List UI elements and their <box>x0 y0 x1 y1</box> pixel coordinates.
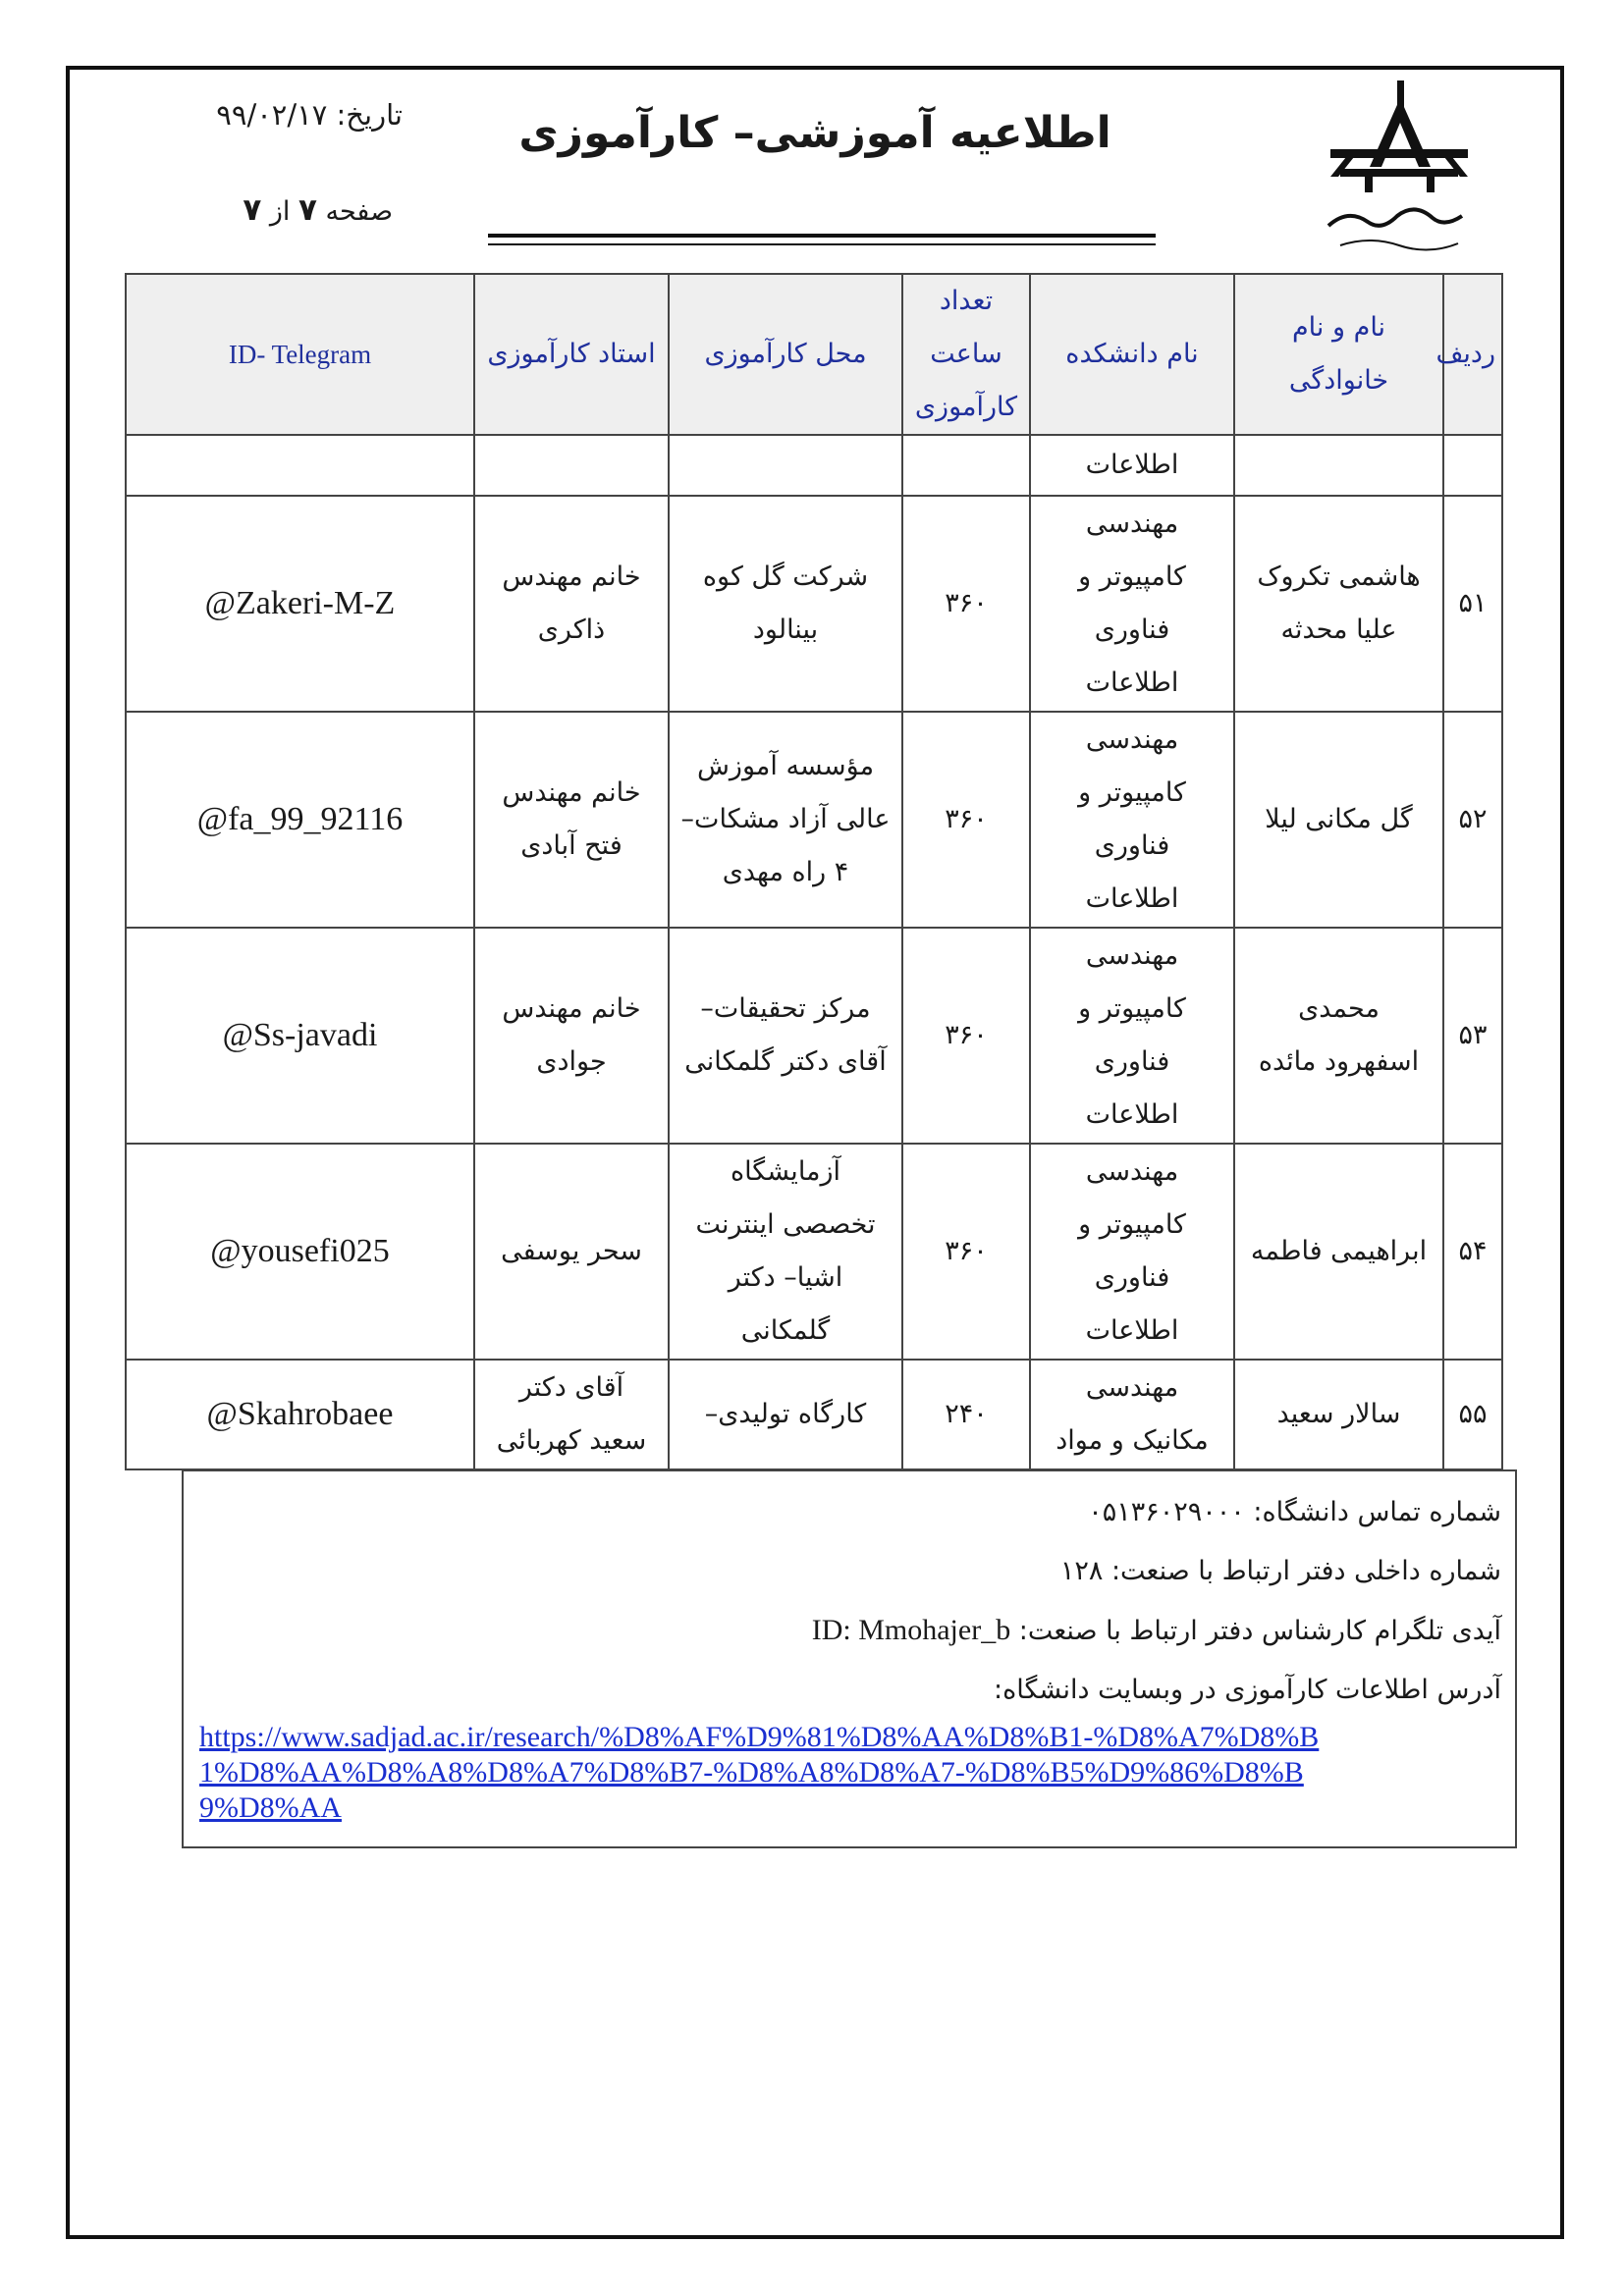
phone-value: ۰۵۱۳۶۰۲۹۰۰۰ <box>1088 1497 1245 1527</box>
page-of: از <box>269 196 291 227</box>
table-row <box>126 928 1502 1144</box>
telegram-id: @Skahrobaee <box>126 1360 474 1469</box>
row-number: ۵۳ <box>1443 928 1502 1144</box>
title-divider <box>488 234 1156 238</box>
internship-place: مرکز تحقیقات– آقای دکتر گلمکانی <box>684 993 887 1077</box>
title-divider-thin <box>488 243 1156 245</box>
phone-label: شماره تماس دانشگاه: <box>1253 1497 1501 1527</box>
hours-value: ۳۶۰ <box>902 496 1030 712</box>
continued-faculty-cell: اطلاعات <box>1030 435 1234 496</box>
supervisor-name: آقای دکتر سعید کهربائی <box>496 1372 647 1456</box>
col-header-faculty: نام دانشکده <box>1030 274 1234 435</box>
supervisor-name: خانم مهندس فتح آبادی <box>502 777 641 861</box>
student-name: ابراهیمی فاطمه <box>1250 1236 1428 1266</box>
logo-emblem-icon <box>1311 79 1483 255</box>
table-row-continued <box>126 435 1502 496</box>
website-link[interactable]: https://www.sadjad.ac.ir/research/%D8%AF%D9%81%D8%AA%D8%B1-%D8%A7%D8%B1%D8%AA%D8%A8%D8%A7%D8%B7-%D8%A8%D8%A7-%D8%B5%D9%86%D8%B9%D8%AA <box>199 1721 1320 1824</box>
faculty-name: مهندسی کامپیوتر و فناوری اطلاعات <box>1078 724 1186 914</box>
internship-table <box>125 273 1503 1470</box>
internship-place: مؤسسه آموزش عالی آزاد مشکات– ۴ راه مهدی <box>680 751 891 887</box>
internship-place: شرکت گل کوه بینالود <box>702 561 869 645</box>
hours-value: ۳۶۰ <box>902 712 1030 928</box>
faculty-name: مهندسی کامپیوتر و فناوری اطلاعات <box>1078 508 1186 698</box>
faculty-name: مهندسی مکانیک و مواد <box>1056 1372 1209 1456</box>
telegram-id: @Zakeri-M-Z <box>126 496 474 712</box>
student-name: سالار سعید <box>1276 1399 1401 1429</box>
col-header-place: محل کارآموزی <box>669 274 902 435</box>
supervisor-name: خانم مهندس جوادی <box>502 993 641 1077</box>
university-logo <box>1311 79 1483 255</box>
date-line <box>147 98 403 132</box>
supervisor-name: خانم مهندس ذاکری <box>502 561 641 645</box>
page-total: ۷ <box>243 192 262 228</box>
telegram-contact-value: ID: Mmohajer_b <box>811 1614 1011 1646</box>
internship-place: آزمایشگاه تخصصی اینترنت اشیا– دکتر گلمکانی <box>695 1156 876 1346</box>
hours-value: ۳۶۰ <box>902 928 1030 1144</box>
faculty-name: مهندسی کامپیوتر و فناوری اطلاعات <box>1078 1156 1186 1346</box>
page-word: صفحه <box>325 196 393 227</box>
row-number: ۵۱ <box>1443 496 1502 712</box>
col-header-row: ردیف <box>1443 274 1502 435</box>
telegram-id: @yousefi025 <box>126 1144 474 1360</box>
telegram-id: @Ss-javadi <box>126 928 474 1144</box>
col-header-telegram: ID- Telegram <box>126 274 474 435</box>
supervisor-name: سحر یوسفی <box>501 1236 642 1266</box>
contact-info-box <box>182 1469 1517 1848</box>
col-header-name: نام و نام خانوادگی <box>1234 274 1443 435</box>
col-header-hours: تعداد ساعت کارآموزی <box>902 274 1030 435</box>
hours-value: ۳۶۰ <box>902 1144 1030 1360</box>
row-number: ۵۵ <box>1443 1360 1502 1469</box>
internship-place: کارگاه تولیدی– <box>704 1399 867 1429</box>
table-row <box>126 496 1502 712</box>
col-header-supervisor: استاد کارآموزی <box>474 274 669 435</box>
extension-line <box>197 1542 1501 1601</box>
student-name: محمدی اسفهرود مائده <box>1258 993 1420 1077</box>
date-value: ۹۹/۰۲/۱۷ <box>216 98 328 132</box>
hours-value: ۲۴۰ <box>902 1360 1030 1469</box>
page-number <box>147 192 393 228</box>
website-label: آدرس اطلاعات کارآموزی در وبسایت دانشگاه: <box>994 1675 1501 1705</box>
table-row <box>126 1360 1502 1469</box>
phone-line <box>197 1483 1501 1542</box>
extension-label: شماره داخلی دفتر ارتباط با صنعت: <box>1110 1556 1501 1586</box>
row-number: ۵۲ <box>1443 712 1502 928</box>
student-name: هاشمی تکروک علیا محدثه <box>1257 561 1421 645</box>
table-row <box>126 712 1502 928</box>
student-name: گل مکانی لیلا <box>1265 804 1413 834</box>
table-row <box>126 1144 1502 1360</box>
telegram-contact-label: آیدی تلگرام کارشناس دفتر ارتباط با صنعت: <box>1018 1616 1501 1646</box>
extension-value: ۱۲۸ <box>1059 1556 1104 1586</box>
row-number: ۵۴ <box>1443 1144 1502 1360</box>
telegram-id: @fa_99_92116 <box>126 712 474 928</box>
page-current: ۷ <box>298 192 317 228</box>
telegram-contact-line <box>197 1601 1501 1661</box>
date-label: تاریخ: <box>336 98 403 132</box>
page-title: اطلاعیه آموزشی– کارآموزی <box>518 108 1111 158</box>
website-line <box>197 1661 1501 1720</box>
faculty-name: مهندسی کامپیوتر و فناوری اطلاعات <box>1078 940 1186 1130</box>
